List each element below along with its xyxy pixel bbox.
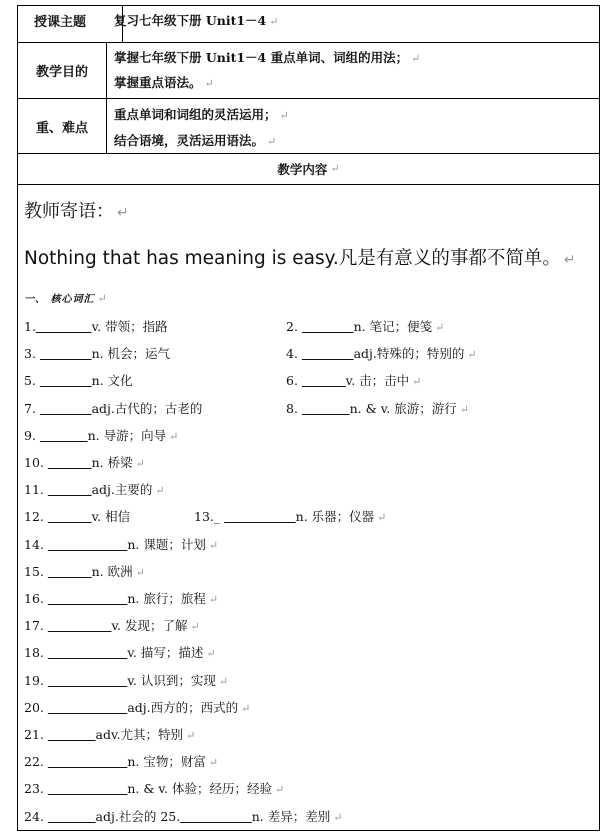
answer-blank xyxy=(48,564,92,579)
vocab-number: 8. xyxy=(286,400,298,416)
goal-label: 教学目的 xyxy=(18,43,107,98)
vocab-item xyxy=(24,535,599,553)
goal-value: 掌握七年级下册 Unit1－4 重点单词、词组的用法； ↵ 掌握重点语法。 ↵ xyxy=(114,50,421,90)
vocab-item-second xyxy=(286,317,444,335)
vocab-definition: adv.尤其；特别 xyxy=(95,727,184,742)
vocab-definition: adj.主要的 xyxy=(91,482,153,498)
section-title: 一、 核心词汇 ↵ xyxy=(24,292,108,305)
paragraph-mark: ↵ xyxy=(377,511,387,525)
paragraph-mark: ↵ xyxy=(218,674,229,688)
answer-blank xyxy=(302,373,346,388)
paragraph-mark: ↵ xyxy=(206,647,216,661)
vocab-definition: n. 旅行；旅程 xyxy=(127,591,206,606)
answer-blank xyxy=(224,509,296,524)
vocab-definition: v. 描写；描述 xyxy=(127,645,204,661)
paragraph-mark: ↵ xyxy=(412,375,422,389)
key-points-label: 重、难点 xyxy=(18,99,107,153)
answer-blank xyxy=(180,809,252,824)
vocab-item-second xyxy=(286,371,421,389)
vocab-definition: v. 相信 xyxy=(91,509,131,525)
vocab-item-second xyxy=(286,344,477,362)
paragraph-mark: ↵ xyxy=(467,348,477,362)
paragraph-mark: ↵ xyxy=(333,810,343,824)
paragraph-mark: ↵ xyxy=(169,429,179,443)
key-points-value: 重点单词和词组的灵活运用； ↵ 结合语境，灵活运用语法。 ↵ xyxy=(114,107,289,148)
vocab-item xyxy=(24,779,599,797)
answer-blank xyxy=(302,319,354,334)
vocab-item xyxy=(24,643,599,661)
vocab-definition: n. 机会；运气 xyxy=(91,346,171,362)
paragraph-mark: ↵ xyxy=(208,538,219,552)
vocab-number: 22. xyxy=(24,754,48,770)
vocab-definition: n. 差异；差别 xyxy=(251,808,331,824)
vocab-item xyxy=(24,480,599,498)
vocab-number: 1. xyxy=(24,319,36,334)
vocab-item xyxy=(24,507,599,525)
answer-blank xyxy=(40,428,88,443)
answer-blank xyxy=(48,754,127,769)
vocab-number: 16. xyxy=(24,591,48,606)
vocab-item xyxy=(24,616,599,634)
vocab-item xyxy=(24,752,599,770)
answer-blank xyxy=(48,482,92,497)
vocab-item-second xyxy=(286,399,469,417)
paragraph-mark: ↵ xyxy=(190,620,200,634)
vocab-item-second xyxy=(194,507,386,525)
paragraph-mark: ↵ xyxy=(435,321,445,334)
teacher-message-quote: Nothing that has meaning is easy.凡是有意义的事都不简单。 ↵ xyxy=(24,248,576,269)
vocab-number: 7. xyxy=(24,400,40,416)
goal-row xyxy=(18,43,599,99)
vocab-item xyxy=(24,589,599,607)
answer-blank xyxy=(40,346,92,361)
paragraph-mark: ↵ xyxy=(274,783,285,797)
vocab-definition: v. 认识到；实现 xyxy=(127,672,216,688)
answer-blank xyxy=(40,401,92,416)
vocab-number: 24. xyxy=(24,808,48,824)
paragraph-mark: ↵ xyxy=(208,593,219,606)
vocab-number: 15. xyxy=(24,563,48,579)
vocab-number: 20. xyxy=(24,699,48,715)
key-points-row xyxy=(18,99,599,154)
answer-blank xyxy=(48,781,127,796)
vocab-number: 13._ xyxy=(194,509,221,525)
vocab-number: 17. xyxy=(24,618,48,634)
vocab-definition: n. & v. 体验；经历；经验 xyxy=(127,781,272,797)
answer-blank xyxy=(36,319,92,334)
vocab-number: 21. xyxy=(24,727,48,742)
answer-blank xyxy=(48,591,127,606)
answer-blank xyxy=(48,645,127,660)
vocab-definition: adj.西方的；西式的 xyxy=(127,699,239,715)
answer-blank xyxy=(48,455,92,470)
vocab-item xyxy=(24,317,599,335)
vocab-number: 5. xyxy=(24,373,40,389)
vocab-definition: n. 文化 xyxy=(91,373,133,389)
vocab-item xyxy=(24,399,599,417)
vocab-definition: n. 笔记；便笺 xyxy=(353,319,433,334)
teacher-message-title: 教师寄语： ↵ xyxy=(24,201,129,222)
vocab-item xyxy=(24,344,599,362)
vocab-number: 10. xyxy=(24,455,48,470)
vocab-definition: n. 桥梁 xyxy=(91,455,133,470)
paragraph-mark: ↵ xyxy=(135,565,145,579)
paragraph-mark: ↵ xyxy=(155,484,165,498)
answer-blank xyxy=(48,509,92,524)
vocab-definition: n. & v. 旅游；游行 xyxy=(349,400,457,416)
vocab-number: 4. xyxy=(286,346,298,362)
vocab-number: 11. xyxy=(24,482,48,498)
vocab-item xyxy=(24,671,599,689)
vocab-item xyxy=(24,698,599,716)
vocab-definition: n. 宝物；财富 xyxy=(127,754,206,770)
answer-blank xyxy=(48,618,112,633)
vocab-definition: n. 课题；计划 xyxy=(127,536,206,552)
answer-blank xyxy=(48,700,127,715)
vocab-number: 12. xyxy=(24,509,48,525)
vocab-item xyxy=(24,453,599,471)
vocab-number: 6. xyxy=(286,373,298,389)
vocab-item xyxy=(24,371,599,389)
answer-blank xyxy=(40,373,92,388)
vocab-definition: adj.古代的；古老的 xyxy=(91,400,203,416)
lesson-plan-document xyxy=(17,5,600,831)
vocab-item xyxy=(24,807,599,825)
answer-blank xyxy=(48,537,127,552)
vocab-item xyxy=(24,725,599,743)
answer-blank xyxy=(302,401,350,416)
vocab-definition: v. 发现；了解 xyxy=(111,618,188,634)
content-title: 教学内容 ↵ xyxy=(18,153,599,185)
vocab-number: 19. xyxy=(24,672,48,688)
vocab-definition: v. 击；击中 xyxy=(345,373,410,389)
paragraph-mark: ↵ xyxy=(459,402,469,416)
paragraph-mark: ↵ xyxy=(135,457,145,470)
paragraph-mark: ↵ xyxy=(241,701,251,715)
vocab-number: 2. xyxy=(286,319,298,334)
vocab-definition: n. 乐器；仪器 xyxy=(295,509,375,525)
answer-blank xyxy=(302,346,354,361)
vocab-definition: adj.社会的 25. xyxy=(95,808,181,824)
vocab-item xyxy=(24,562,599,580)
vocab-number: 18. xyxy=(24,645,48,661)
topic-row xyxy=(18,6,599,43)
vocab-item xyxy=(24,426,599,444)
topic-label: 授课主题 xyxy=(18,6,123,42)
paragraph-mark: ↵ xyxy=(186,729,196,742)
answer-blank xyxy=(48,673,127,688)
vocab-number: 14. xyxy=(24,536,48,552)
vocab-definition: adj.特殊的；特别的 xyxy=(353,346,465,362)
vocab-definition: n. 导游；向导 xyxy=(87,427,167,443)
answer-blank xyxy=(48,727,96,742)
vocab-number: 9. xyxy=(24,427,40,443)
answer-blank xyxy=(48,809,96,824)
topic-value: 复习七年级下册 Unit1－4 ↵ xyxy=(114,13,279,28)
paragraph-mark: ↵ xyxy=(208,756,219,770)
vocab-definition: n. 欧洲 xyxy=(91,563,133,579)
vocab-number: 3. xyxy=(24,346,40,362)
vocab-number: 23. xyxy=(24,781,48,797)
vocab-definition: v. 带领；指路 xyxy=(91,319,168,334)
